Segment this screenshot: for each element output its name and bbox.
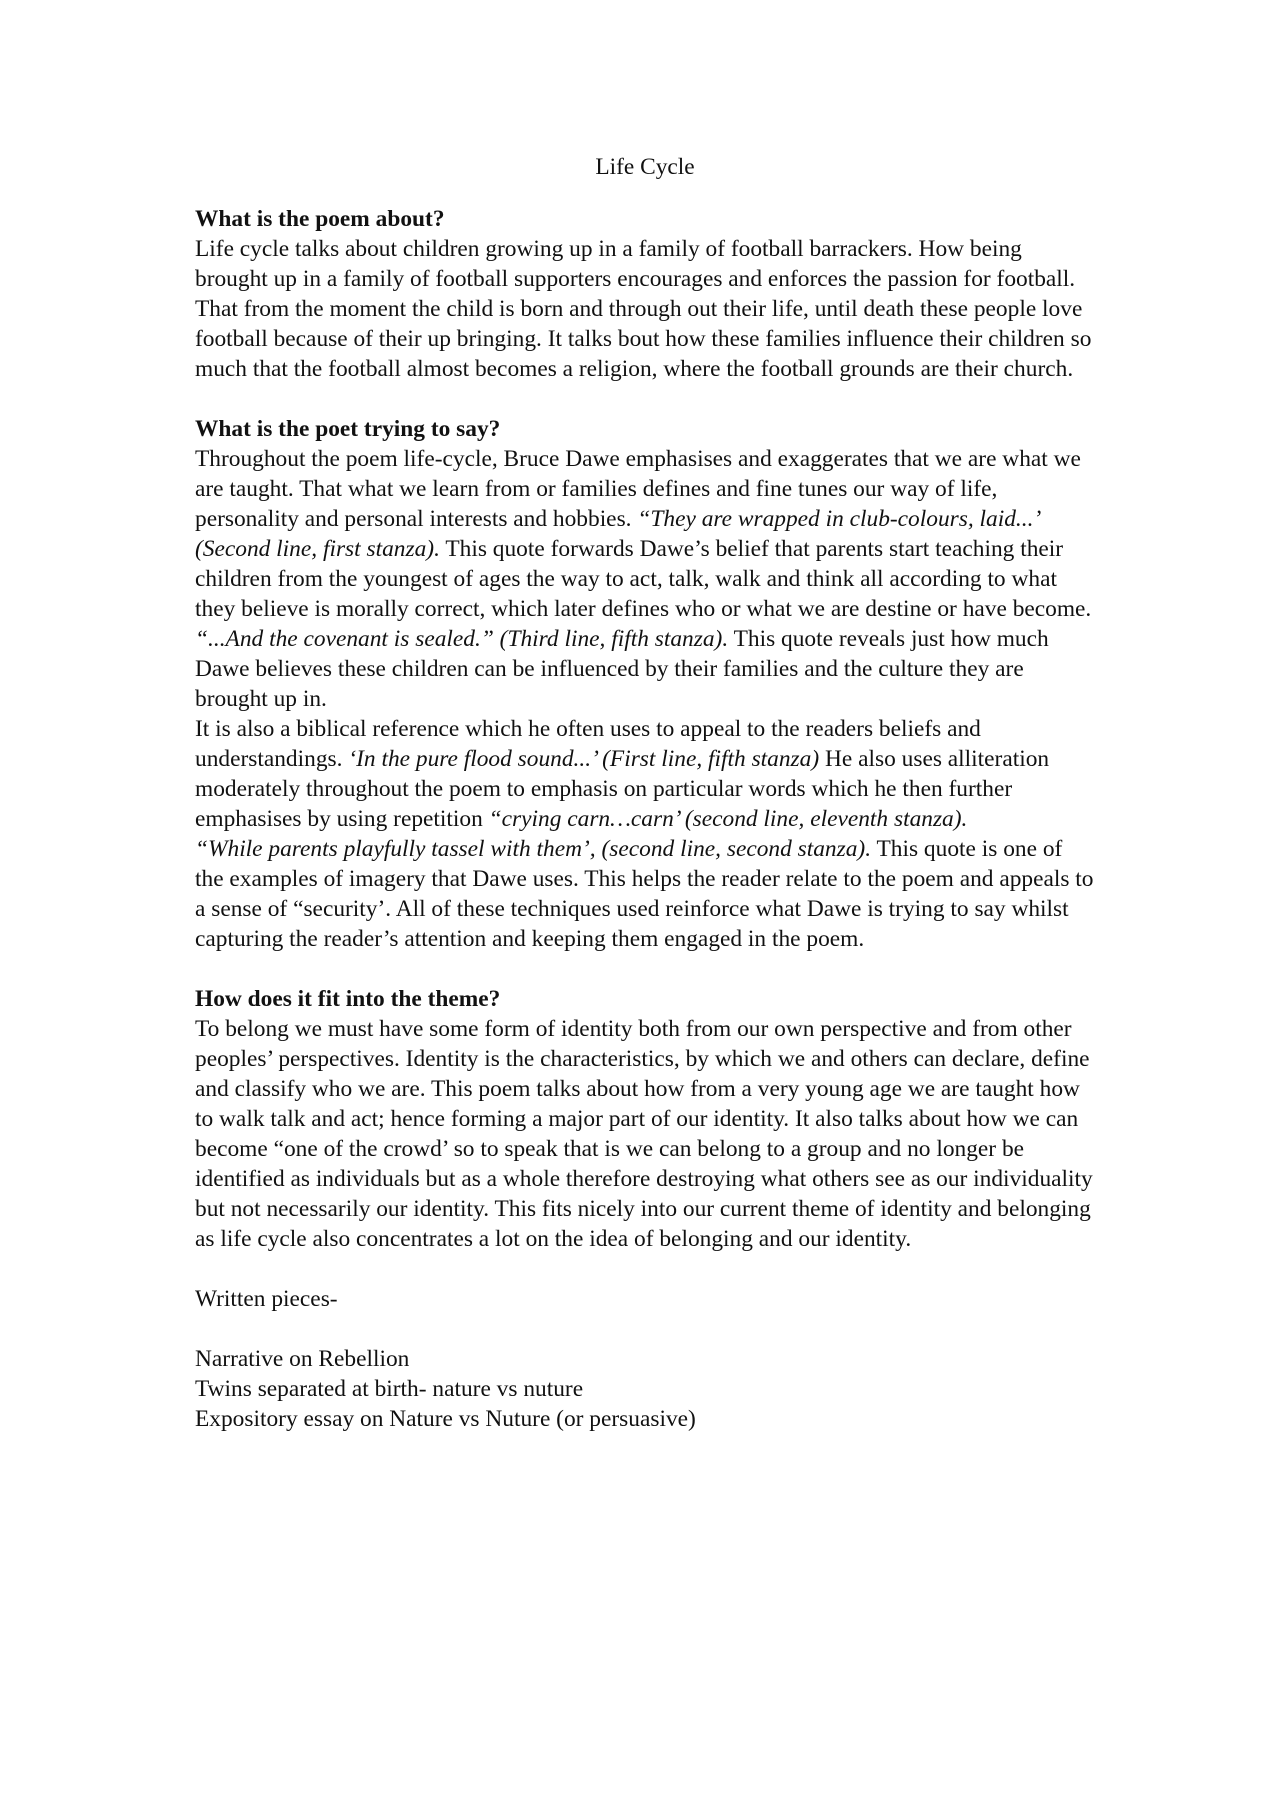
section-heading-poem-about: What is the poem about? xyxy=(195,206,445,232)
section-paragraph-imagery xyxy=(195,834,1095,954)
quote-text: “While parents playfully tassel with them’, (second line, second stanza). xyxy=(195,836,872,862)
quote-text: “crying carn…carn’ (second line, eleventh stanza). xyxy=(488,806,968,832)
document-title: Life Cycle xyxy=(595,154,695,180)
written-piece-item: Expository essay on Nature vs Nuture (or persuasive) xyxy=(195,1406,696,1432)
section-body-theme-fit: To belong we must have some form of identity both from our own perspective and from other peoples’ perspectives. Identity is the characteristics, by which we and others can declare, define and classify who we are. This poem talks about how from a very young age we are taught how to walk talk and act; hence forming a major part of our identity. It also talks about how we can become “one of the crowd’ so to speak that is we can belong to a group and no longer be identified as individuals but as a whole therefore destroying what others see as our individuality but not necessarily our identity. This fits nicely into our current theme of identity and belonging as life cycle also concentrates a lot on the idea of belonging and our identity. xyxy=(195,1016,1093,1252)
body-text: This quote forwards Dawe’s belief that parents start teaching their children from the youngest of ages the way to act, talk, walk and think all according to what they believe is morally correct, which later defines who or what we are destine or have become. xyxy=(195,536,1092,622)
section-paragraph-biblical-reference xyxy=(195,714,1095,834)
body-text: This quote is one of the examples of imagery that Dawe uses. This helps the reader relate to the poem and appeals to a sense of “security’. All of these techniques used reinforce what Dawe is trying to say whilst capturing the reader’s attention and keeping them engaged in the poem. xyxy=(195,836,1094,952)
written-pieces-label: Written pieces- xyxy=(195,1286,338,1312)
body-text: It is also a biblical reference which he often uses to appeal to the readers beliefs and understandings. xyxy=(195,716,981,772)
quote-text: “They are wrapped in club-colours, laid...’ (Second line, first stanza). xyxy=(195,506,1039,562)
body-text: He also uses alliteration moderately throughout the poem to emphasis on particular words which he then further emphasises by using repetition xyxy=(195,746,1050,832)
body-text: Throughout the poem life-cycle, Bruce Dawe emphasises and exaggerates that we are what we are taught. That what we learn from or families defines and fine tunes our way of life, personality and personal interests and hobbies. xyxy=(195,446,1081,532)
body-text: This quote reveals just how much Dawe believes these children can be influenced by their families and the culture they are brought up in. xyxy=(195,626,1049,712)
section-heading-theme-fit: How does it fit into the theme? xyxy=(195,986,501,1012)
section-heading-poet-trying-to-say: What is the poet trying to say? xyxy=(195,416,501,442)
paragraph-gap xyxy=(195,1314,1095,1344)
paragraph-gap xyxy=(195,384,1095,414)
section-paragraph-dawe-emphasis xyxy=(195,444,1095,714)
paragraph-gap xyxy=(195,1254,1095,1284)
quote-text: ‘In the pure flood sound...’ (First line, fifth stanza) xyxy=(348,746,820,772)
written-piece-item: Twins separated at birth- nature vs nuture xyxy=(195,1376,584,1402)
paragraph-gap xyxy=(195,954,1095,984)
section-body-poem-about: Life cycle talks about children growing up in a family of football barrackers. How being brought up in a family of football supporters encourages and enforces the passion for football. That from the moment the child is born and through out their life, until death these people love football because of their up bringing. It talks bout how these families influence their children so much that the football almost becomes a religion, where the football grounds are their church. xyxy=(195,236,1092,382)
quote-text: “...And the covenant is sealed.” (Third line, fifth stanza). xyxy=(195,626,729,652)
written-piece-item: Narrative on Rebellion xyxy=(195,1346,410,1372)
document-page xyxy=(195,152,1095,1434)
